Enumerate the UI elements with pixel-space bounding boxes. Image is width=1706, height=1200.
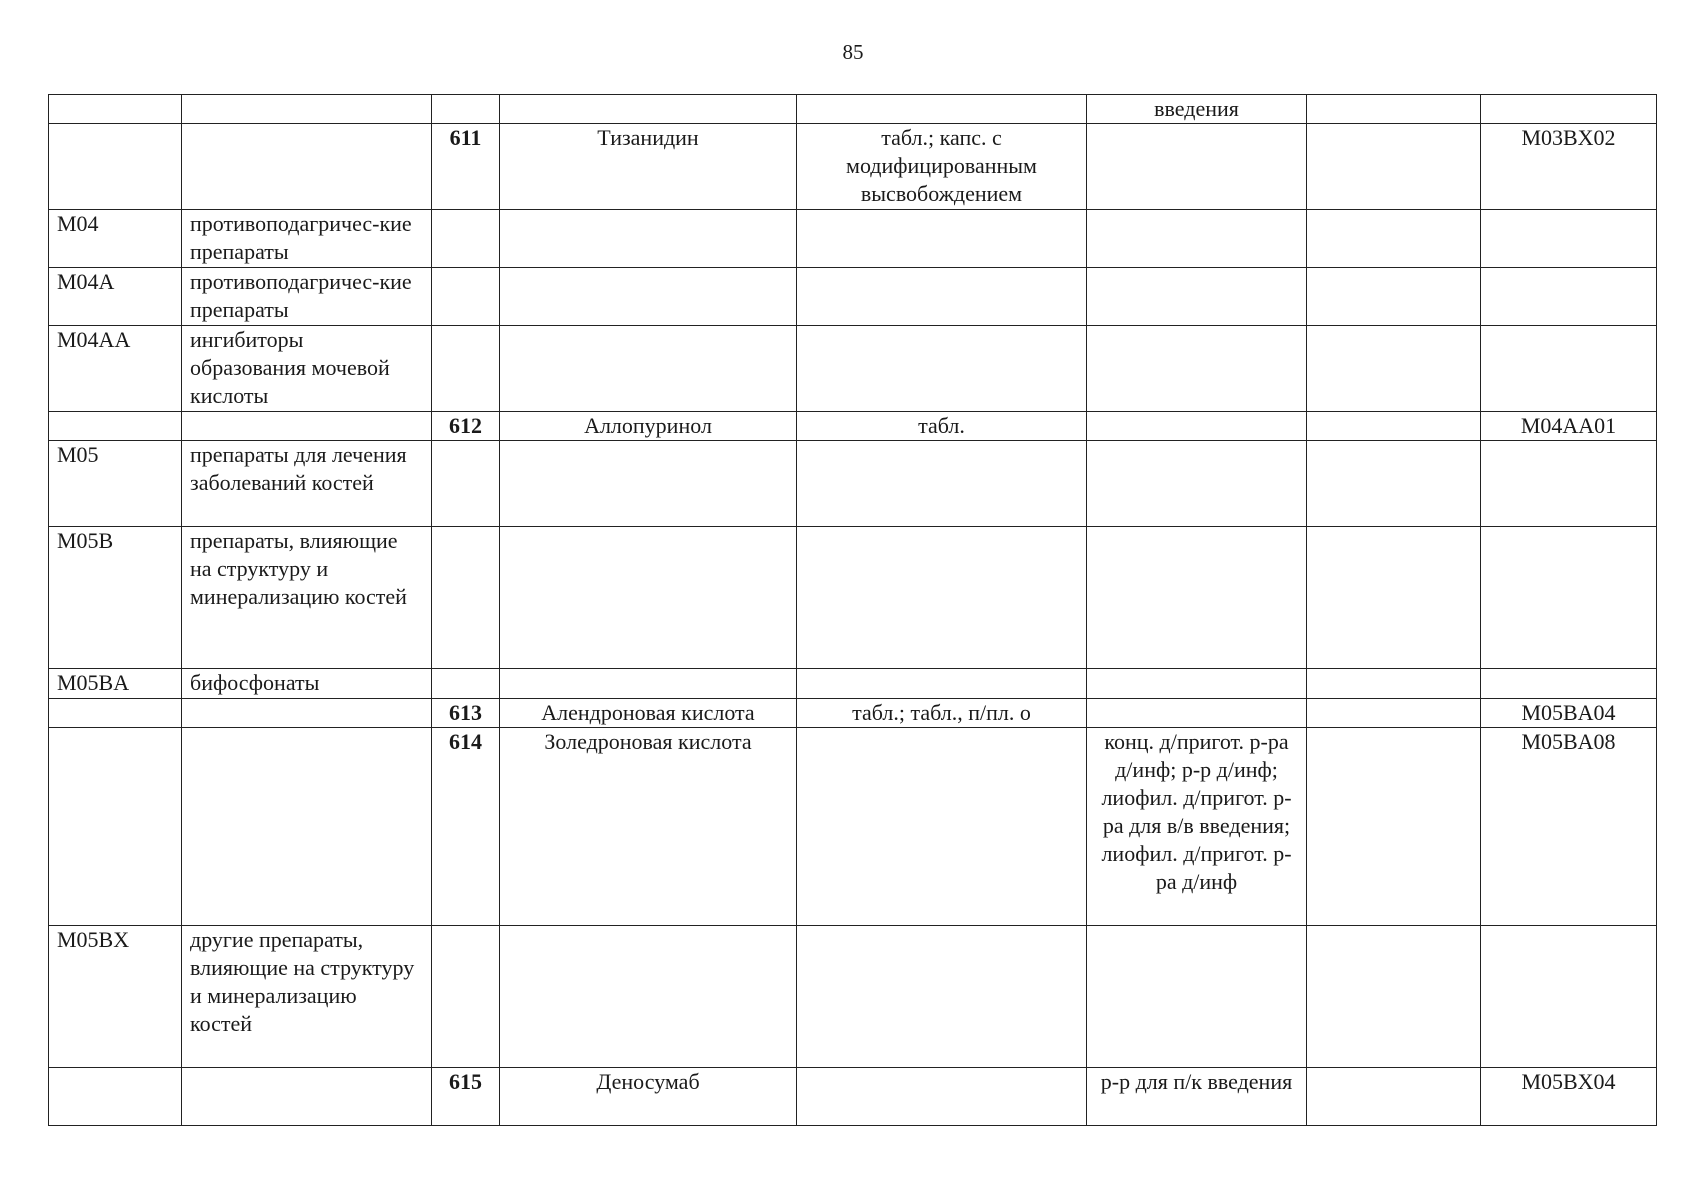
dosage-form	[797, 527, 1087, 669]
extra-cell	[1307, 926, 1481, 1068]
dosage-form-injectable	[1087, 669, 1307, 699]
table-row	[49, 728, 1657, 926]
extra-cell	[1307, 728, 1481, 926]
group-name	[182, 699, 432, 728]
item-number: 615	[432, 1068, 500, 1126]
group-name: противоподагричес-кие препараты	[182, 210, 432, 268]
atc-code: M04AA01	[1481, 412, 1657, 441]
dosage-form	[797, 728, 1087, 926]
dosage-form	[797, 1068, 1087, 1126]
atc-code: M05BA04	[1481, 699, 1657, 728]
drug-name: Аллопуринол	[500, 412, 797, 441]
drug-name	[500, 326, 797, 412]
extra-cell	[1307, 95, 1481, 124]
drug-name	[500, 441, 797, 527]
group-name	[182, 124, 432, 210]
drug-name	[500, 268, 797, 326]
table-row	[49, 95, 1657, 124]
drug-name	[500, 95, 797, 124]
table-row	[49, 527, 1657, 669]
extra-cell	[1307, 669, 1481, 699]
item-number	[432, 926, 500, 1068]
atc-code	[1481, 268, 1657, 326]
extra-cell	[1307, 699, 1481, 728]
table-row	[49, 699, 1657, 728]
dosage-form-injectable	[1087, 210, 1307, 268]
group-name	[182, 728, 432, 926]
atc-code	[1481, 210, 1657, 268]
drug-name	[500, 210, 797, 268]
table-row	[49, 268, 1657, 326]
dosage-form-injectable: введения	[1087, 95, 1307, 124]
drug-name	[500, 527, 797, 669]
dosage-form-injectable: конц. д/пригот. р-ра д/инф; р-р д/инф; лиофил. д/пригот. р-ра для в/в введения; лиофил. д/пригот. р-ра д/инф	[1087, 728, 1307, 926]
item-number	[432, 326, 500, 412]
table-row	[49, 210, 1657, 268]
atc-code	[1481, 95, 1657, 124]
drug-name: Алендроновая кислота	[500, 699, 797, 728]
dosage-form-injectable	[1087, 268, 1307, 326]
classification-code: M04	[49, 210, 182, 268]
item-number: 613	[432, 699, 500, 728]
item-number: 614	[432, 728, 500, 926]
table-row	[49, 926, 1657, 1068]
dosage-form-injectable	[1087, 699, 1307, 728]
dosage-form-injectable	[1087, 412, 1307, 441]
drug-table	[48, 94, 1657, 1126]
drug-name	[500, 669, 797, 699]
item-number	[432, 527, 500, 669]
item-number	[432, 669, 500, 699]
dosage-form: табл.; табл., п/пл. о	[797, 699, 1087, 728]
atc-code	[1481, 326, 1657, 412]
dosage-form-injectable	[1087, 124, 1307, 210]
table-row	[49, 669, 1657, 699]
classification-code: M05BA	[49, 669, 182, 699]
extra-cell	[1307, 412, 1481, 441]
dosage-form-injectable: р-р для п/к введения	[1087, 1068, 1307, 1126]
table-row	[49, 441, 1657, 527]
extra-cell	[1307, 441, 1481, 527]
dosage-form: табл.	[797, 412, 1087, 441]
table-row	[49, 412, 1657, 441]
classification-code	[49, 412, 182, 441]
classification-code: M04AA	[49, 326, 182, 412]
item-number	[432, 95, 500, 124]
drug-name: Золедроновая кислота	[500, 728, 797, 926]
item-number	[432, 441, 500, 527]
group-name: другие препараты, влияющие на структуру и минерализацию костей	[182, 926, 432, 1068]
table-row	[49, 1068, 1657, 1126]
dosage-form	[797, 95, 1087, 124]
classification-code	[49, 124, 182, 210]
classification-code	[49, 1068, 182, 1126]
drug-name: Тизанидин	[500, 124, 797, 210]
drug-name	[500, 926, 797, 1068]
extra-cell	[1307, 527, 1481, 669]
dosage-form-injectable	[1087, 926, 1307, 1068]
group-name: ингибиторы образования мочевой кислоты	[182, 326, 432, 412]
atc-code: M03BX02	[1481, 124, 1657, 210]
table-row	[49, 326, 1657, 412]
dosage-form	[797, 268, 1087, 326]
atc-code	[1481, 669, 1657, 699]
extra-cell	[1307, 268, 1481, 326]
dosage-form	[797, 326, 1087, 412]
extra-cell	[1307, 1068, 1481, 1126]
atc-code	[1481, 441, 1657, 527]
item-number	[432, 210, 500, 268]
dosage-form-injectable	[1087, 326, 1307, 412]
drug-name: Деносумаб	[500, 1068, 797, 1126]
extra-cell	[1307, 326, 1481, 412]
classification-code: M05BX	[49, 926, 182, 1068]
dosage-form	[797, 669, 1087, 699]
classification-code: M05	[49, 441, 182, 527]
group-name: препараты для лечения заболеваний костей	[182, 441, 432, 527]
group-name	[182, 95, 432, 124]
classification-code: M04A	[49, 268, 182, 326]
item-number	[432, 268, 500, 326]
dosage-form	[797, 926, 1087, 1068]
group-name: препараты, влияющие на структуру и минерализацию костей	[182, 527, 432, 669]
group-name: противоподагричес-кие препараты	[182, 268, 432, 326]
atc-code: M05BA08	[1481, 728, 1657, 926]
item-number: 611	[432, 124, 500, 210]
classification-code	[49, 728, 182, 926]
dosage-form-injectable	[1087, 441, 1307, 527]
item-number: 612	[432, 412, 500, 441]
page-number: 85	[842, 40, 864, 64]
group-name	[182, 412, 432, 441]
dosage-form-injectable	[1087, 527, 1307, 669]
classification-code	[49, 699, 182, 728]
table-row	[49, 124, 1657, 210]
atc-code	[1481, 527, 1657, 669]
dosage-form	[797, 210, 1087, 268]
group-name	[182, 1068, 432, 1126]
extra-cell	[1307, 124, 1481, 210]
dosage-form	[797, 441, 1087, 527]
atc-code: M05BX04	[1481, 1068, 1657, 1126]
classification-code: M05B	[49, 527, 182, 669]
group-name: бифосфонаты	[182, 669, 432, 699]
extra-cell	[1307, 210, 1481, 268]
classification-code	[49, 95, 182, 124]
atc-code	[1481, 926, 1657, 1068]
dosage-form: табл.; капс. с модифицированным высвобождением	[797, 124, 1087, 210]
